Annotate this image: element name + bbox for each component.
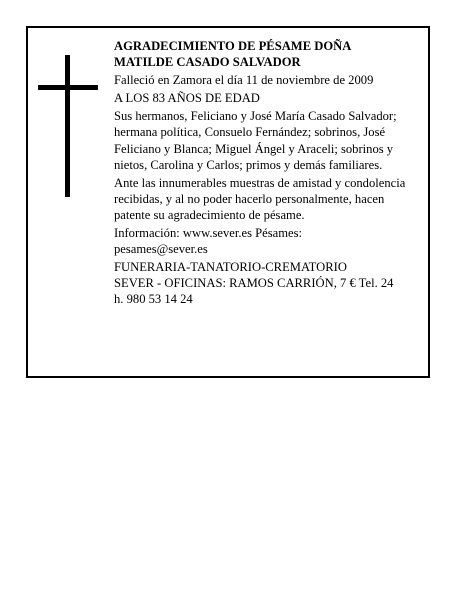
- notice-title-line-1: AGRADECIMIENTO DE PÉSAME DOÑA: [114, 39, 352, 53]
- thanks-paragraph: Ante las innumerables muestras de amistad y condolencia recibidas, y al no poder hacerlo personalmente, hacen patente su agradecimiento de pésame.: [114, 175, 406, 222]
- age-info: A LOS 83 AÑOS DE EDAD: [114, 91, 260, 106]
- cross-vertical-bar: [65, 55, 70, 197]
- notice-content: [114, 38, 422, 308]
- funeral-line-1: FUNERARIA-TANATORIO-CREMATORIO: [114, 260, 347, 275]
- cross-horizontal-bar: [38, 85, 98, 90]
- notice-title-line-2: MATILDE CASADO SALVADOR: [114, 55, 301, 70]
- family-paragraph: Sus hermanos, Feliciano y José María Casado Salvador; hermana política, Consuelo Fernández; sobrinos, José Feliciano y Blanca; Miguel Ángel y Araceli; sobrinos y nietos, Carolina y Carlos; primos y demás familiares.: [114, 109, 397, 172]
- funeral-line-3: h. 980 53 14 24: [114, 292, 193, 307]
- info-line-2: pesames@sever.es: [114, 242, 208, 257]
- info-line-1: Información: www.sever.es Pésames:: [114, 226, 303, 241]
- death-info: Falleció en Zamora el día 11 de noviembre de 2009: [114, 73, 374, 88]
- funeral-line-2: SEVER - OFICINAS: RAMOS CARRIÓN, 7 € Tel. 24: [114, 276, 394, 291]
